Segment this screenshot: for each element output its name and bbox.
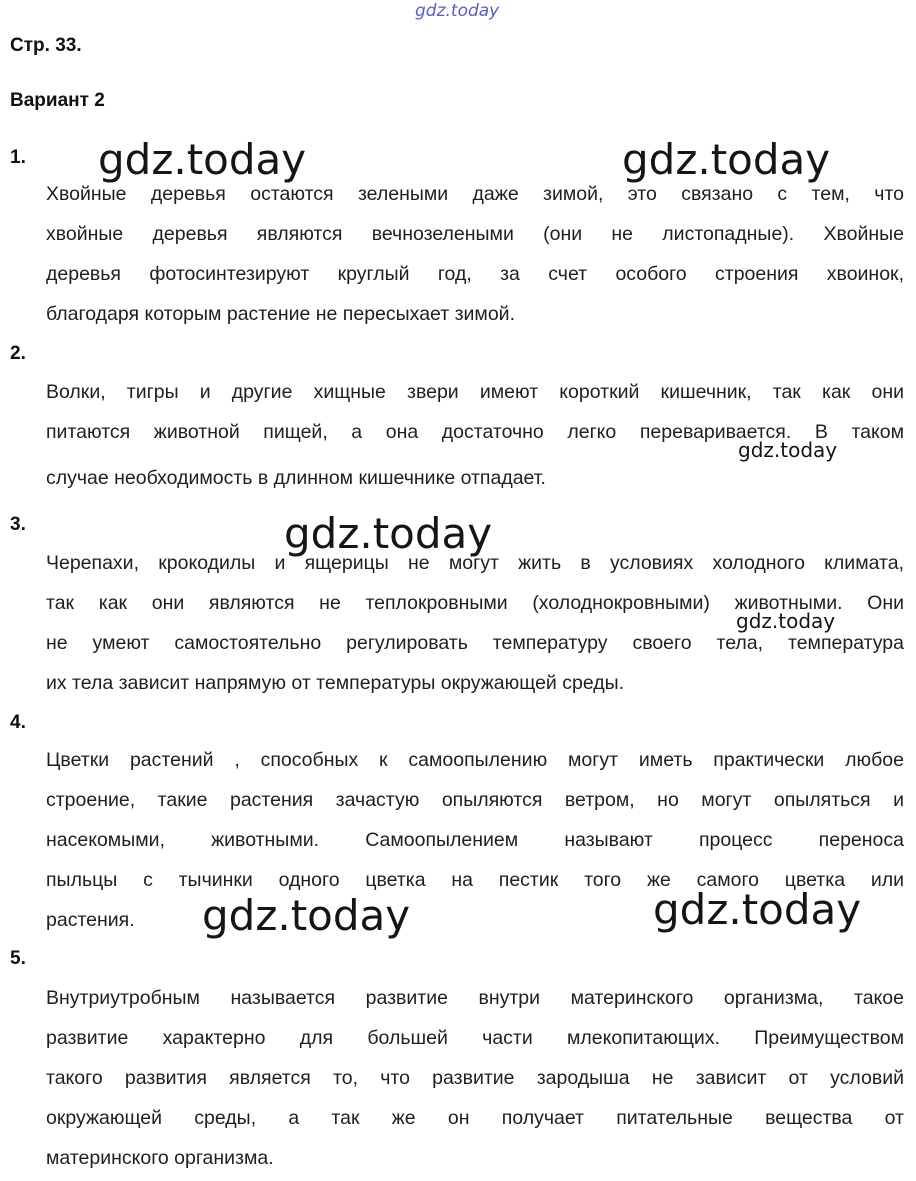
answer-1-line: Хвойные деревья остаются зелеными даже зимой, это связано с тем, что	[46, 183, 904, 205]
answer-5-line: материнского организма.	[46, 1147, 274, 1169]
answer-5-line: развитие характерно для большей части млекопитающих. Преимуществом	[46, 1027, 904, 1049]
answer-4-line: насекомыми, животными. Самоопылением называют процесс переноса	[46, 829, 904, 851]
answer-1-number: 1.	[10, 147, 26, 168]
answer-3-line: так как они являются не теплокровными (холоднокровными) животными. Они	[46, 592, 904, 614]
answer-4-line: Цветки растений , способных к самоопылению могут иметь практически любое	[46, 749, 904, 771]
watermark-4: gdz.today	[284, 509, 493, 558]
answer-3-line: их тела зависит напрямую от температуры окружающей среды.	[46, 672, 625, 694]
answer-2-number: 2.	[10, 343, 26, 364]
page-label: Стр. 33.	[10, 35, 82, 56]
answer-5-line: окружающей среды, а так же он получает питательные вещества от	[46, 1107, 904, 1129]
answer-2-line: случае необходимость в длинном кишечнике отпадает.	[46, 467, 546, 489]
answer-5-line: такого развития является то, что развитие зародыша не зависит от условий	[46, 1067, 904, 1089]
answer-4-number: 4.	[10, 712, 26, 733]
answer-3-line: Черепахи, крокодилы и ящерицы не могут жить в условиях холодного климата,	[46, 552, 904, 574]
variant-heading: Вариант 2	[10, 90, 105, 111]
answer-1-line: благодаря которым растение не пересыхает зимой.	[46, 303, 515, 325]
answer-1-text	[46, 174, 904, 334]
answer-2-line: Волки, тигры и другие хищные звери имеют короткий кишечник, так как они	[46, 381, 904, 403]
watermark-3: gdz.today	[738, 438, 838, 462]
watermark-6: gdz.today	[202, 891, 411, 940]
answer-4-line: растения.	[46, 909, 135, 931]
answer-3-line: не умеют самостоятельно регулировать температуру своего тела, температура	[46, 632, 904, 654]
watermark-2: gdz.today	[622, 135, 831, 184]
watermark-5: gdz.today	[736, 609, 836, 633]
answer-5-number: 5.	[10, 948, 26, 969]
answer-1-line: хвойные деревья являются вечнозелеными (они не листопадные). Хвойные	[46, 223, 904, 245]
answer-3-number: 3.	[10, 514, 26, 535]
answer-5-text	[46, 978, 904, 1178]
watermark-1: gdz.today	[98, 135, 307, 184]
answer-2-text	[46, 372, 904, 498]
answer-4-line: строение, такие растения зачастую опыляются ветром, но могут опыляться и	[46, 789, 904, 811]
watermark-7: gdz.today	[653, 885, 862, 934]
watermark-top: gdz.today	[415, 1, 500, 21]
answer-5-line: Внутриутробным называется развитие внутри материнского организма, такое	[46, 987, 904, 1009]
answer-2-line: питаются животной пищей, а она достаточно легко переваривается. В таком	[46, 421, 904, 443]
answer-4-line: пыльцы с тычинки одного цветка на пестик того же самого цветка или	[46, 869, 904, 891]
answer-1-line: деревья фотосинтезируют круглый год, за счет особого строения хвоинок,	[46, 263, 904, 285]
